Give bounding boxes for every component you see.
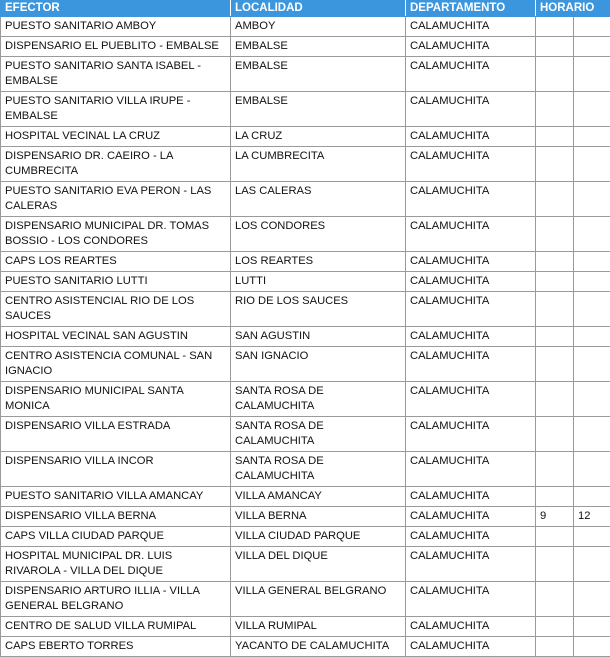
cell-efector: DISPENSARIO EL PUEBLITO - EMBALSE — [1, 37, 231, 57]
cell-horario-hasta — [574, 57, 610, 92]
table-row — [1, 272, 610, 292]
cell-horario-hasta — [574, 417, 610, 452]
table-row — [1, 487, 610, 507]
cell-localidad: VILLA BERNA — [231, 507, 406, 527]
cell-horario-hasta: 12 — [574, 507, 610, 527]
cell-departamento: CALAMUCHITA — [406, 637, 536, 657]
cell-localidad: LOS CONDORES — [231, 217, 406, 252]
cell-departamento: CALAMUCHITA — [406, 147, 536, 182]
cell-departamento: CALAMUCHITA — [406, 347, 536, 382]
table-row — [1, 637, 610, 657]
table-row — [1, 92, 610, 127]
cell-localidad: LA CRUZ — [231, 127, 406, 147]
cell-horario-hasta — [574, 527, 610, 547]
cell-horario-desde — [536, 637, 574, 657]
cell-efector: PUESTO SANITARIO AMBOY — [1, 17, 231, 37]
table-row — [1, 582, 610, 617]
cell-localidad: SAN AGUSTIN — [231, 327, 406, 347]
cell-horario-hasta — [574, 382, 610, 417]
cell-horario-desde — [536, 487, 574, 507]
cell-localidad: EMBALSE — [231, 37, 406, 57]
cell-horario-desde — [536, 292, 574, 327]
cell-horario-desde — [536, 92, 574, 127]
cell-horario-desde — [536, 17, 574, 37]
cell-departamento: CALAMUCHITA — [406, 507, 536, 527]
cell-departamento: CALAMUCHITA — [406, 327, 536, 347]
header-horario: HORARIO — [536, 1, 610, 17]
cell-departamento: CALAMUCHITA — [406, 127, 536, 147]
cell-departamento: CALAMUCHITA — [406, 37, 536, 57]
cell-efector: PUESTO SANITARIO VILLA AMANCAY — [1, 487, 231, 507]
cell-efector: DISPENSARIO ARTURO ILLIA - VILLA GENERAL BELGRANO — [1, 582, 231, 617]
cell-localidad: LA CUMBRECITA — [231, 147, 406, 182]
table-row — [1, 547, 610, 582]
cell-horario-desde: 9 — [536, 507, 574, 527]
cell-horario-hasta — [574, 547, 610, 582]
cell-horario-hasta — [574, 582, 610, 617]
cell-efector: DISPENSARIO VILLA BERNA — [1, 507, 231, 527]
table-row — [1, 217, 610, 252]
cell-departamento: CALAMUCHITA — [406, 382, 536, 417]
header-departamento: DEPARTAMENTO — [406, 1, 536, 17]
cell-horario-desde — [536, 57, 574, 92]
cell-localidad: LAS CALERAS — [231, 182, 406, 217]
header-localidad: LOCALIDAD — [231, 1, 406, 17]
cell-localidad: LOS REARTES — [231, 252, 406, 272]
table-row — [1, 327, 610, 347]
cell-horario-desde — [536, 527, 574, 547]
cell-departamento: CALAMUCHITA — [406, 272, 536, 292]
cell-efector: DISPENSARIO VILLA ESTRADA — [1, 417, 231, 452]
cell-efector: HOSPITAL VECINAL SAN AGUSTIN — [1, 327, 231, 347]
cell-horario-desde — [536, 217, 574, 252]
cell-localidad: YACANTO DE CALAMUCHITA — [231, 637, 406, 657]
cell-localidad: SANTA ROSA DE CALAMUCHITA — [231, 417, 406, 452]
cell-localidad: EMBALSE — [231, 92, 406, 127]
table-row — [1, 182, 610, 217]
cell-horario-desde — [536, 37, 574, 57]
cell-efector: CAPS LOS REARTES — [1, 252, 231, 272]
cell-localidad: SAN IGNACIO — [231, 347, 406, 382]
cell-localidad: LUTTI — [231, 272, 406, 292]
cell-horario-desde — [536, 547, 574, 582]
cell-localidad: VILLA AMANCAY — [231, 487, 406, 507]
table-row — [1, 417, 610, 452]
cell-efector: DISPENSARIO MUNICIPAL DR. TOMAS BOSSIO - LOS CONDORES — [1, 217, 231, 252]
cell-efector: CENTRO DE SALUD VILLA RUMIPAL — [1, 617, 231, 637]
cell-horario-desde — [536, 127, 574, 147]
cell-horario-hasta — [574, 182, 610, 217]
cell-horario-hasta — [574, 92, 610, 127]
cell-horario-hasta — [574, 272, 610, 292]
table-row — [1, 347, 610, 382]
cell-departamento: CALAMUCHITA — [406, 487, 536, 507]
cell-horario-hasta — [574, 452, 610, 487]
cell-efector: DISPENSARIO DR. CAEIRO - LA CUMBRECITA — [1, 147, 231, 182]
cell-horario-hasta — [574, 217, 610, 252]
cell-departamento: CALAMUCHITA — [406, 92, 536, 127]
cell-horario-desde — [536, 147, 574, 182]
cell-horario-hasta — [574, 637, 610, 657]
cell-horario-hasta — [574, 17, 610, 37]
cell-efector: CAPS VILLA CIUDAD PARQUE — [1, 527, 231, 547]
cell-horario-desde — [536, 272, 574, 292]
cell-horario-desde — [536, 417, 574, 452]
cell-efector: CENTRO ASISTENCIAL RIO DE LOS SAUCES — [1, 292, 231, 327]
cell-localidad: SANTA ROSA DE CALAMUCHITA — [231, 452, 406, 487]
table-row — [1, 252, 610, 272]
cell-localidad: VILLA GENERAL BELGRANO — [231, 582, 406, 617]
table-row — [1, 37, 610, 57]
cell-efector: PUESTO SANITARIO EVA PERON - LAS CALERAS — [1, 182, 231, 217]
cell-departamento: CALAMUCHITA — [406, 17, 536, 37]
cell-horario-desde — [536, 182, 574, 217]
cell-localidad: VILLA RUMIPAL — [231, 617, 406, 637]
cell-departamento: CALAMUCHITA — [406, 417, 536, 452]
cell-horario-hasta — [574, 252, 610, 272]
cell-departamento: CALAMUCHITA — [406, 617, 536, 637]
cell-horario-desde — [536, 382, 574, 417]
cell-localidad: SANTA ROSA DE CALAMUCHITA — [231, 382, 406, 417]
cell-horario-desde — [536, 327, 574, 347]
table-row — [1, 507, 610, 527]
table-row — [1, 617, 610, 637]
cell-horario-desde — [536, 617, 574, 637]
cell-departamento: CALAMUCHITA — [406, 582, 536, 617]
cell-departamento: CALAMUCHITA — [406, 252, 536, 272]
cell-localidad: EMBALSE — [231, 57, 406, 92]
table-row — [1, 292, 610, 327]
cell-localidad: VILLA CIUDAD PARQUE — [231, 527, 406, 547]
cell-efector: CAPS EBERTO TORRES — [1, 637, 231, 657]
table-row — [1, 57, 610, 92]
cell-horario-desde — [536, 582, 574, 617]
cell-efector: PUESTO SANITARIO VILLA IRUPE - EMBALSE — [1, 92, 231, 127]
cell-departamento: CALAMUCHITA — [406, 217, 536, 252]
table-row — [1, 382, 610, 417]
cell-localidad: VILLA DEL DIQUE — [231, 547, 406, 582]
header-efector: EFECTOR — [1, 1, 231, 17]
cell-efector: CENTRO ASISTENCIA COMUNAL - SAN IGNACIO — [1, 347, 231, 382]
cell-localidad: AMBOY — [231, 17, 406, 37]
cell-localidad: RIO DE LOS SAUCES — [231, 292, 406, 327]
table-row — [1, 17, 610, 37]
cell-horario-hasta — [574, 487, 610, 507]
cell-departamento: CALAMUCHITA — [406, 57, 536, 92]
cell-efector: PUESTO SANITARIO LUTTI — [1, 272, 231, 292]
cell-departamento: CALAMUCHITA — [406, 547, 536, 582]
cell-efector: HOSPITAL MUNICIPAL DR. LUIS RIVAROLA - VILLA DEL DIQUE — [1, 547, 231, 582]
table-row — [1, 147, 610, 182]
cell-departamento: CALAMUCHITA — [406, 452, 536, 487]
cell-efector: DISPENSARIO MUNICIPAL SANTA MONICA — [1, 382, 231, 417]
cell-horario-hasta — [574, 147, 610, 182]
cell-departamento: CALAMUCHITA — [406, 292, 536, 327]
cell-horario-desde — [536, 252, 574, 272]
cell-horario-hasta — [574, 37, 610, 57]
cell-efector: HOSPITAL VECINAL LA CRUZ — [1, 127, 231, 147]
cell-horario-hasta — [574, 127, 610, 147]
cell-horario-desde — [536, 347, 574, 382]
cell-horario-hasta — [574, 347, 610, 382]
cell-efector: PUESTO SANITARIO SANTA ISABEL - EMBALSE — [1, 57, 231, 92]
header-row — [1, 1, 610, 17]
cell-horario-hasta — [574, 617, 610, 637]
table-row — [1, 527, 610, 547]
table-row — [1, 127, 610, 147]
cell-efector: DISPENSARIO VILLA INCOR — [1, 452, 231, 487]
cell-departamento: CALAMUCHITA — [406, 527, 536, 547]
cell-horario-hasta — [574, 327, 610, 347]
cell-departamento: CALAMUCHITA — [406, 182, 536, 217]
cell-horario-desde — [536, 452, 574, 487]
table-row — [1, 452, 610, 487]
table-body — [1, 17, 610, 657]
cell-horario-hasta — [574, 292, 610, 327]
